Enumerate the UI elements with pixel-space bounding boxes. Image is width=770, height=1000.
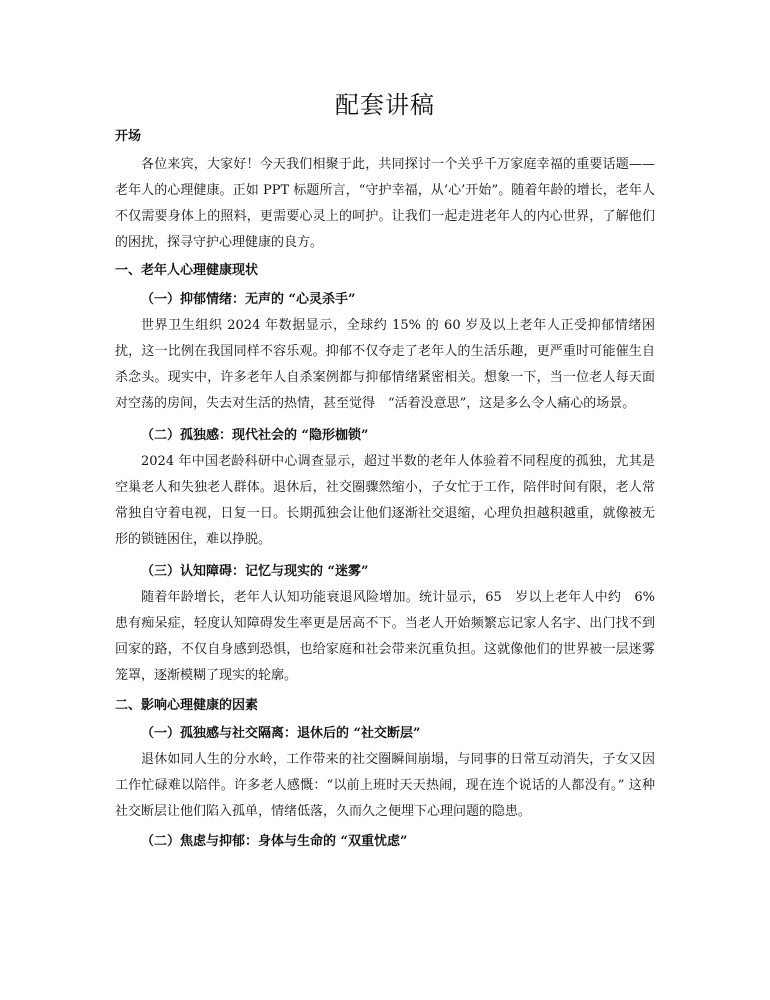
opening-paragraph: 各位来宾，大家好！今天我们相聚于此，共同探讨一个关乎千万家庭幸福的重要话题—— 老年人的心理健康。正如 PPT 标题所言，“守护幸福，从‘心’开始”。随着年龄的增长，老年人不仅需要身体上的照料，更需要心灵上的呵护。让我们一起走进老年人的内心世界，了解他们的困扰，探寻守护心理健康的良方。 [115,157,655,250]
section-heading-status: 一、老年人心理健康现状 [115,263,259,278]
paragraph-depression: 世界卫生组织 2024 年数据显示，全球约 15% 的 60 岁及以上老年人正受抑郁情绪困扰，这一比例在我国同样不容乐观。抑郁不仅夺走了老年人的生活乐趣，更严重时可能催生自杀念头。现实中，许多老年人自杀案例都与抑郁情绪紧密相关。想象一下，当一位老人每天面对空荡的房间，失去对生活的热情，甚至觉得 “活着没意思”，这是多么令人痛心的场景。 [115,318,655,411]
subheading-cognitive: （三）认知障碍：记忆与现实的 “迷雾” [141,564,369,579]
paragraph-social-isolation: 退休如同人生的分水岭，工作带来的社交圈瞬间崩塌，与同事的日常互动消失，子女又因工作忙碌难以陪伴。许多老人感慨：“以前上班时天天热闹，现在连个说话的人都没有。” 这种社交断层让他们陷入孤单，情绪低落，久而久之便埋下心理问题的隐患。 [115,752,655,819]
subheading-loneliness: （二）孤独感：现代社会的 “隐形枷锁” [141,428,369,443]
opening-label: 开场 [115,129,142,144]
subheading-anxiety: （二）焦虑与抑郁：身体与生命的 “双重忧虑” [141,834,408,849]
section-heading-factors: 二、影响心理健康的因素 [115,698,259,713]
document-title: 配套讲稿 [335,91,435,119]
paragraph-cognitive: 随着年龄增长，老年人认知功能衰退风险增加。统计显示，65 岁以上老年人中约 6%患有痴呆症，轻度认知障碍发生率更是居高不下。当老人开始频繁忘记家人名字、出门找不到回家的路，不仅自身感到恐惧，也给家庭和社会带来沉重负担。这就像他们的世界被一层迷雾笼罩，逐渐模糊了现实的轮廓。 [115,590,655,683]
document-body [115,124,655,855]
subheading-depression: （一）抑郁情绪：无声的 “心灵杀手” [141,292,356,307]
subheading-social-isolation: （一）孤独感与社交隔离：退休后的 “社交断层” [141,726,421,741]
paragraph-loneliness: 2024 年中国老龄科研中心调查显示，超过半数的老年人体验着不同程度的孤独，尤其是空巢老人和失独老人群体。退休后，社交圈骤然缩小，子女忙于工作，陪伴时间有限，老人常常独自守着电视，日复一日。长期孤独会让他们逐渐社交退缩，心理负担越积越重，就像被无形的锁链困住，难以挣脱。 [115,454,655,547]
